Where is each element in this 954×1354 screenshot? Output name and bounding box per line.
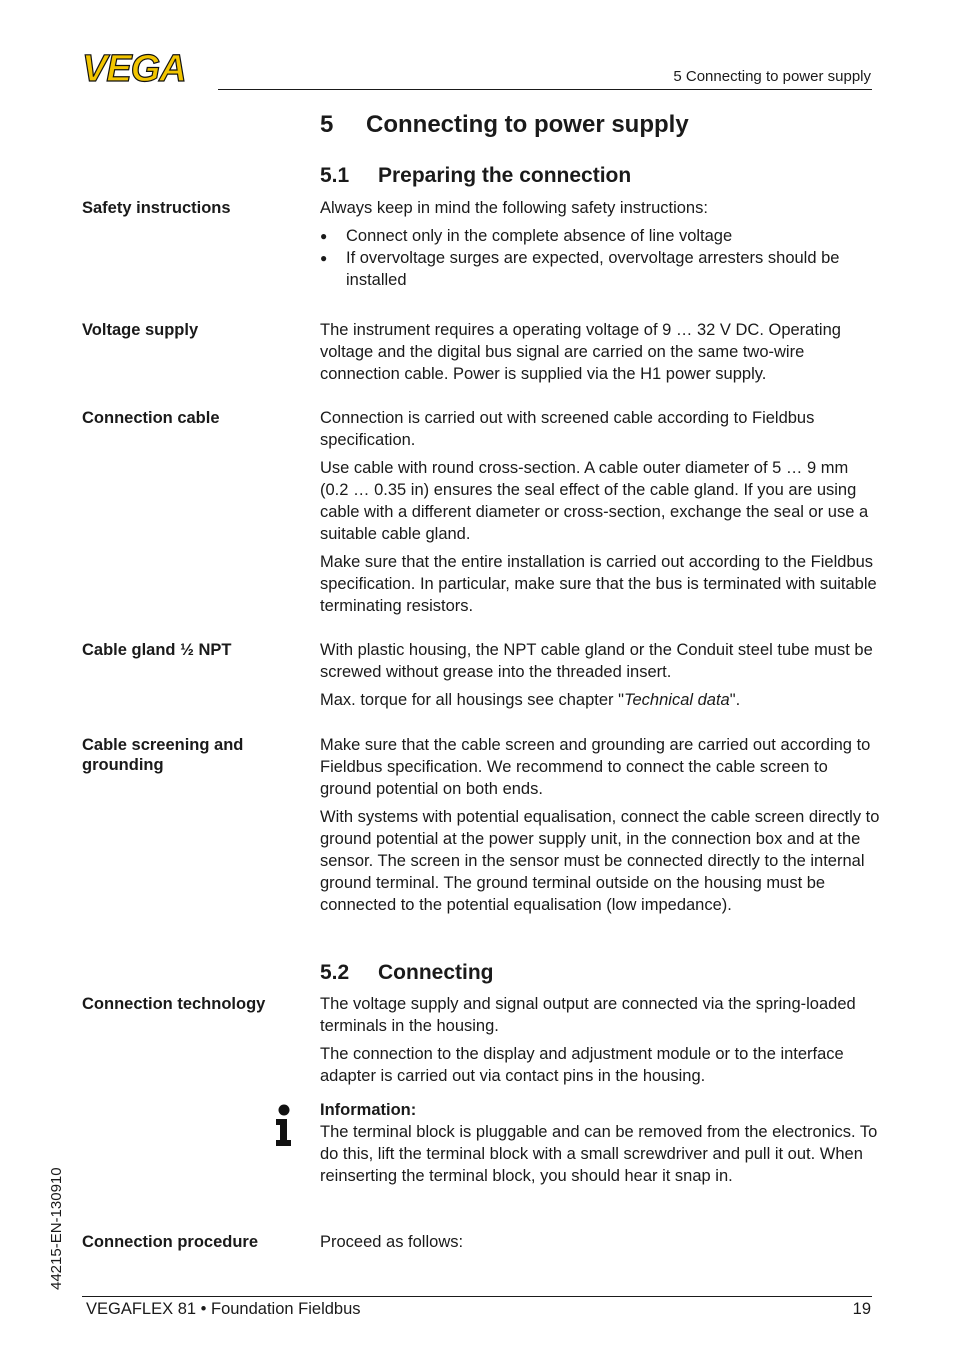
svg-text:VEGA: VEGA (82, 52, 186, 84)
sidebar-label-gland: Cable gland ½ NPT (82, 641, 232, 659)
list-item: ● Connect only in the complete absence of line voltage (320, 225, 880, 247)
info-block (320, 1099, 880, 1187)
vega-logo (82, 52, 212, 84)
sidebar-label-screening: Cable screening and grounding (82, 736, 244, 774)
footer-divider (82, 1296, 872, 1297)
gland-block: With plastic housing, the NPT cable gland or the Conduit steel tube must be screwed without grease into the threaded insert. Max. torque for all housings see chapter "Technical data". (320, 641, 873, 709)
sidebar-label-cable: Connection cable (82, 409, 220, 427)
cable-block: Connection is carried out with screened cable according to Fieldbus specification. Use cable with round cross-section. A cable outer diameter of 5 … 9 mm (0.2 … 0.35 in) ensures the seal effect of the cable gland. If you are using cable with a different diameter or cross-section, exchange the seal or use a suitable cable gland. Make sure that the entire installation is carried out according to the Fieldbus specification. In particular, make sure that the bus is terminated with suitable terminating resistors. (320, 409, 877, 615)
section-heading: 5 Connecting to power supply (320, 111, 689, 138)
sidebar-label-safety: Safety instructions (82, 199, 231, 217)
running-header: 5 Connecting to power supply (673, 68, 871, 85)
header-divider (218, 89, 872, 90)
page-number: 19 (852, 1300, 871, 1318)
voltage-text: The instrument requires a operating voltage of 9 … 32 V DC. Operating voltage and the digital bus signal are carried on the same two-wire connection cable. Power is supplied via the H1 power supply. (320, 321, 841, 383)
info-title: Information: (320, 1101, 417, 1119)
safety-block: Always keep in mind the following safety instructions: ● Connect only in the complete absence of line voltage ● If overvoltage surges are expected, overvoltage arresters should be installed (320, 197, 880, 291)
technical-data-ref: Technical data (623, 691, 730, 709)
sidebar-label-technology: Connection technology (82, 995, 266, 1013)
procedure-text: Proceed as follows: (320, 1233, 464, 1251)
info-text: The terminal block is pluggable and can be removed from the electronics. To do this, lift the terminal block with a small screwdriver and pull it out. When reinserting the terminal block, you should hear it snap in. (320, 1123, 878, 1185)
safety-list (320, 225, 880, 291)
sidebar-label-voltage: Voltage supply (82, 321, 199, 339)
document-number: 44215-EN-130910 (48, 1167, 65, 1290)
footer-product: VEGAFLEX 81 • Foundation Fieldbus (86, 1300, 361, 1318)
subsection-heading-5-1: 5.1 Preparing the connection (320, 164, 632, 187)
screening-block: Make sure that the cable screen and grounding are carried out according to Fieldbus specification. We recommend to connect the cable screen to ground potential on both ends. With systems with potential equalisation, connect the cable screen directly to ground potential at the power supply unit, in the connection box and at the sensor. The screen in the sensor must be connected directly to the internal ground terminal. The ground terminal outside on the housing must be connected to the potential equalisation (low impedance). (320, 736, 880, 914)
info-icon (272, 1104, 296, 1148)
technology-block: The voltage supply and signal output are connected via the spring-loaded terminals in the housing. The connection to the display and adjustment module or to the interface adapter is carried out via contact pins in the housing. (320, 995, 856, 1085)
list-item: ● If overvoltage surges are expected, overvoltage arresters should be installed (320, 247, 880, 291)
subsection-heading-5-2: 5.2 Connecting (320, 961, 494, 984)
sidebar-label-procedure: Connection procedure (82, 1233, 259, 1251)
